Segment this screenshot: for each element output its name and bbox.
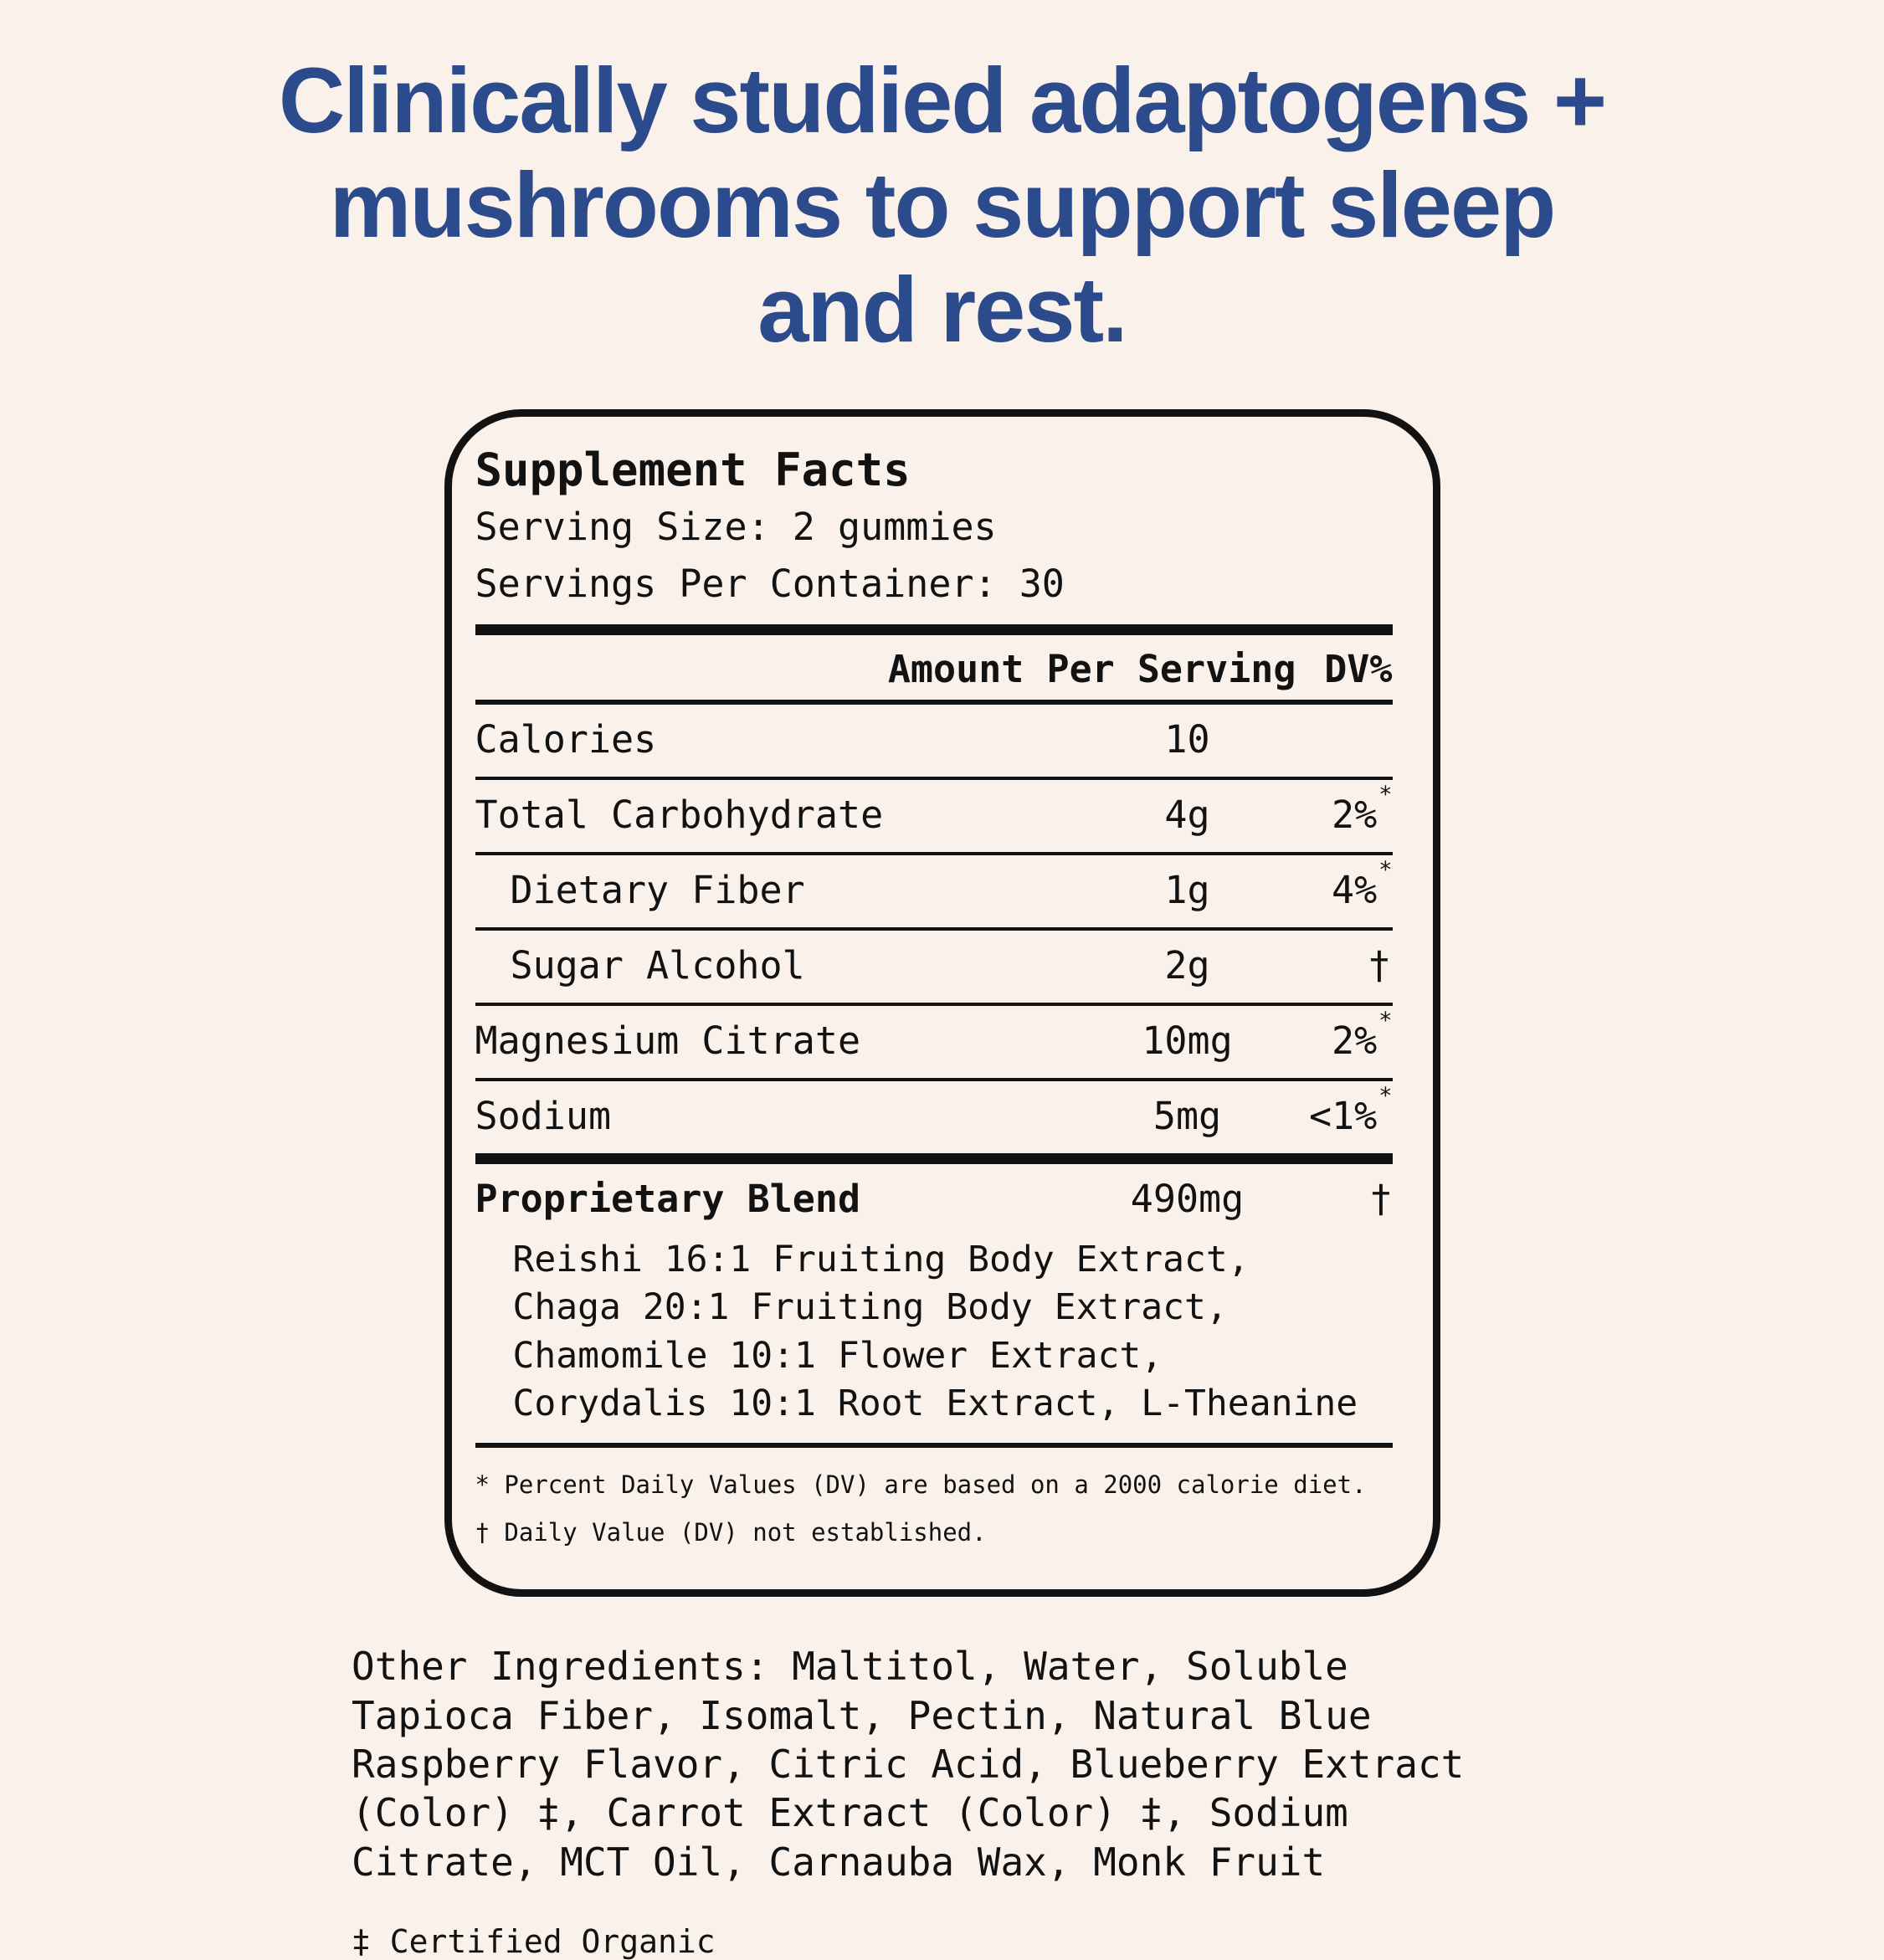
row-name: Magnesium Citrate <box>475 1018 861 1064</box>
footnote-dv-not-established: † Daily Value (DV) not established. <box>475 1517 987 1547</box>
footnote-daily-values: * Percent Daily Values (DV) are based on a 2000 calorie diet. <box>475 1470 1367 1500</box>
row-name: Total Carbohydrate <box>475 793 884 838</box>
row-dv: 2%* <box>1332 1008 1393 1064</box>
row-name: Dietary Fiber <box>510 868 805 913</box>
headline <box>0 0 1884 362</box>
headline-line-1: Clinically studied adaptogens + <box>278 49 1606 152</box>
other-ingredients-line: Tapioca Fiber, Isomalt, Pectin, Natural Blue <box>352 1692 1372 1738</box>
footnotes <box>475 1448 1393 1561</box>
row-amount: 490mg <box>1130 1177 1245 1222</box>
row-dv: <1%* <box>1308 1083 1393 1139</box>
blend-ingredient-line: Chamomile 10:1 Flower Extract, <box>512 1334 1163 1377</box>
row-name: Sodium <box>475 1094 612 1139</box>
table-row-sugar-alcohol <box>475 931 1393 1003</box>
serving-size: Serving Size: 2 gummies <box>475 504 997 549</box>
row-dv: † <box>1368 943 1391 988</box>
row-name: Proprietary Blend <box>475 1177 861 1222</box>
other-ingredients <box>352 1642 1607 1886</box>
blend-ingredient-list <box>475 1236 1393 1443</box>
table-row-sodium <box>475 1081 1393 1153</box>
supplement-facts-panel <box>444 409 1440 1597</box>
servings-per-container: Servings Per Container: 30 <box>475 561 1065 606</box>
other-ingredients-line: Raspberry Flavor, Citric Acid, Blueberry Extract <box>352 1741 1465 1787</box>
table-row-total-carbohydrate <box>475 780 1393 852</box>
headline-line-2: mushrooms to support sleep <box>329 154 1555 257</box>
row-dv: 4%* <box>1332 857 1393 913</box>
row-amount: 10 <box>1164 717 1210 762</box>
column-header-amount: Amount Per Serving <box>887 647 1296 692</box>
row-amount: 1g <box>1164 868 1210 913</box>
row-amount: 4g <box>1164 793 1210 838</box>
table-row-dietary-fiber <box>475 855 1393 927</box>
row-name: Calories <box>475 717 657 762</box>
blend-ingredient-line: Reishi 16:1 Fruiting Body Extract, <box>512 1239 1250 1281</box>
row-amount: 5mg <box>1152 1094 1222 1139</box>
row-name: Sugar Alcohol <box>510 943 805 988</box>
divider-thick-before-blend <box>475 1153 1393 1164</box>
headline-line-3: and rest. <box>757 259 1127 362</box>
row-amount: 10mg <box>1142 1018 1233 1064</box>
table-row-magnesium-citrate <box>475 1006 1393 1078</box>
column-header-dv: DV% <box>1324 647 1393 692</box>
blend-ingredient-line: Chaga 20:1 Fruiting Body Extract, <box>512 1286 1228 1329</box>
certified-organic-note: ‡ Certified Organic <box>352 1923 716 1960</box>
other-ingredients-line: Other Ingredients: Maltitol, Water, Soluble <box>352 1644 1348 1690</box>
row-amount: 2g <box>1164 943 1210 988</box>
other-ingredients-line: Citrate, MCT Oil, Carnauba Wax, Monk Fruit <box>352 1839 1326 1885</box>
table-row-proprietary-blend <box>475 1164 1393 1236</box>
row-dv: 2%* <box>1332 782 1393 838</box>
divider-thick-top <box>475 624 1393 635</box>
row-dv <box>1296 717 1393 762</box>
row-dv: † <box>1369 1177 1393 1222</box>
other-ingredients-line: (Color) ‡, Carrot Extract (Color) ‡, Sodium <box>352 1790 1348 1836</box>
table-row-calories <box>475 705 1393 777</box>
panel-title: Supplement Facts <box>475 444 911 496</box>
column-header-row <box>475 635 1393 700</box>
blend-ingredient-line: Corydalis 10:1 Root Extract, L-Theanine <box>512 1382 1358 1424</box>
